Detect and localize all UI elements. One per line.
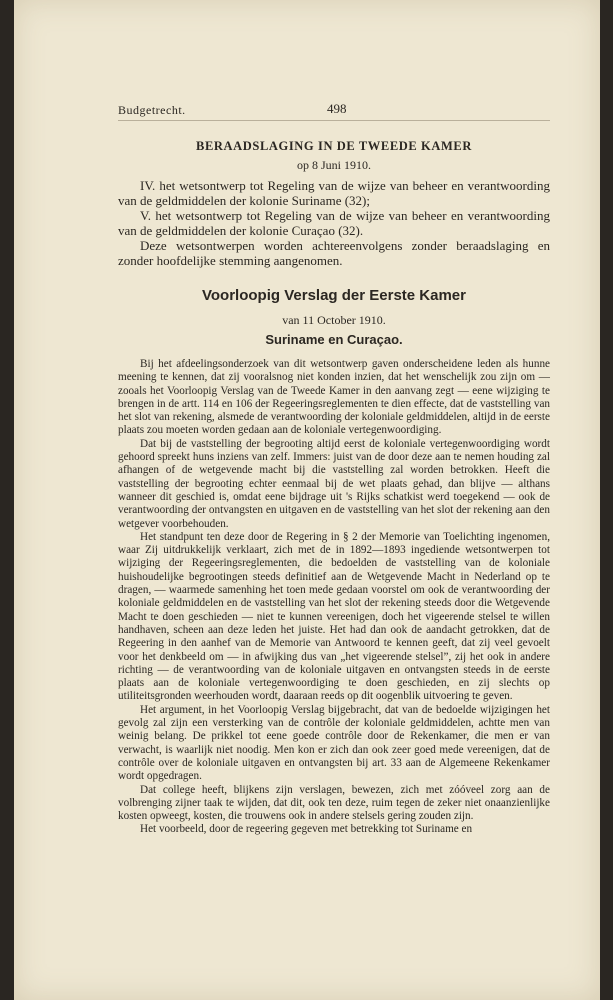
section-date-eerste-kamer: van 11 October 1910. <box>282 313 386 327</box>
paragraph: IV. het wetsontwerp tot Regeling van de wijze van beheer en verantwoording van de geldmiddelen der kolonie Suriname (32); <box>118 178 550 208</box>
section-title-tweede-kamer: BERAADSLAGING IN DE TWEEDE KAMER <box>196 139 472 153</box>
section-title-eerste-kamer: Voorloopig Verslag der Eerste Kamer <box>202 287 466 304</box>
section-subtitle: Suriname en Curaçao. <box>265 332 403 347</box>
running-header: Budgetrecht. <box>118 103 186 117</box>
header-divider <box>118 120 550 121</box>
paragraph: Bij het afdeelingsonderzoek van dit wetsontwerp gaven onderscheidene leden als hunne meening te kennen, dat zij vooralsnog niet konden inzien, dat het wenschelijk zou zijn om — zooals het Voorloopig Verslag van de Tweede Kamer in den aanvang zegt — eene wijziging te brengen in de artt. 114 en 106 der Regeeringsreglementen te dien effecte, dat de vaststelling van het slot van rekening, alsmede de verantwoording der koloniale geldmiddelen, altijd in de eerste plaats zou moeten worden gedaan aan de koloniale vertegenwoordiging. <box>118 358 550 437</box>
section-body-tweede-kamer <box>118 178 550 268</box>
paragraph: Het standpunt ten deze door de Regering in § 2 der Memorie van Toelichting ingenomen, waar Zij uitdrukkelijk verklaart, zich met de in 1892—1893 ingediende wetsontwerpen tot wijziging der Regeeringsreglementen, die bedoelden de vaststelling van de koloniale huishoudelijke begrootingen steeds definitief aan de Wetgevende Macht in Nederland op te dragen, — waarmede samenhing het toen mede gedaan voorstel om ook de verantwoording der koloniale geldmiddelen en de vaststelling van het slot der rekening steeds door die Wetgevende Macht te doen geschieden — niet te kunnen vereenigen, doch het vigeerende stelsel te willen handhaven, scheen aan deze leden het juiste. Het had dan ook de aandacht getrokken, dat de Regeering in den aanhef van de Memorie van Antwoord te kennen geeft, dat zij veel gevoelt voor het denkbeeld om — in afwijking dus van „het vigeerende stelsel”, zij het ook in andere richting — de verantwoording van de koloniale uitgaven en ontvangsten steeds in de eerste plaats aan de koloniale vertegenwoordiging te doen geschieden, en zij slechts op utiliteitsgronden weerhouden wordt, daaraan reeds op dit oogenblik uitvoering te geven. <box>118 530 550 703</box>
paragraph: V. het wetsontwerp tot Regeling van de wijze van beheer en verantwoording van de geldmiddelen der kolonie Curaçao (32). <box>118 208 550 238</box>
book-page <box>14 0 600 1000</box>
page-number: 498 <box>327 101 347 116</box>
paragraph: Het voorbeeld, door de regeering gegeven met betrekking tot Suriname en <box>140 823 473 836</box>
paragraph: Dat college heeft, blijkens zijn verslagen, bewezen, zich met zóóveel zorg aan de volbrenging zijner taak te wijden, dat dit, ook ten deze, ruim tegen de zeker niet onaanzienlijke kosten opweegt, kosten, die trouwens ook in andere stelsels gering zouden zijn. <box>118 783 550 823</box>
paragraph: Deze wetsontwerpen worden achtereenvolgens zonder beraadslaging en zonder hoofdelijke stemming aangenomen. <box>118 238 550 268</box>
section-date-tweede-kamer: op 8 Juni 1910. <box>296 158 371 172</box>
paragraph: Het argument, in het Voorloopig Verslag bijgebracht, dat van de bedoelde wijzigingen het gevolg zal zijn een versterking van de contrôle der koloniale geldmiddelen, achtte men van weinig belang. De prikkel tot eene goede contrôle door de Rekenkamer, die men er van verwacht, is waarlijk niet noodig. Men kon er zich dan ook zeer goed mede vereenigen, dat de contrôle over de koloniale uitgaven en ontvangsten bij art. 33 aan de Algemeene Rekenkamer wordt opgedragen. <box>118 703 550 783</box>
section-body-eerste-kamer <box>118 358 550 837</box>
paragraph: Dat bij de vaststelling der begrooting altijd eerst de koloniale vertegenwoordiging wordt gehoord spreekt huns inziens van zelf. Immers: juist van de door deze aan te nemen houding zal afhangen of de wetgevende macht bij die vaststelling zal worden betrokken. Heeft die vaststelling der begrooting echter eenmaal bij de wet plaats gehad, dan blijve — althans wanneer dit geschied is, omdat eene bijdrage uit 's Rijks schatkist werd toegekend — ook de verantwoording der ontvangsten en uitgaven en de vaststelling van het slot der rekening aan den wetgever voorbehouden. <box>118 437 550 530</box>
